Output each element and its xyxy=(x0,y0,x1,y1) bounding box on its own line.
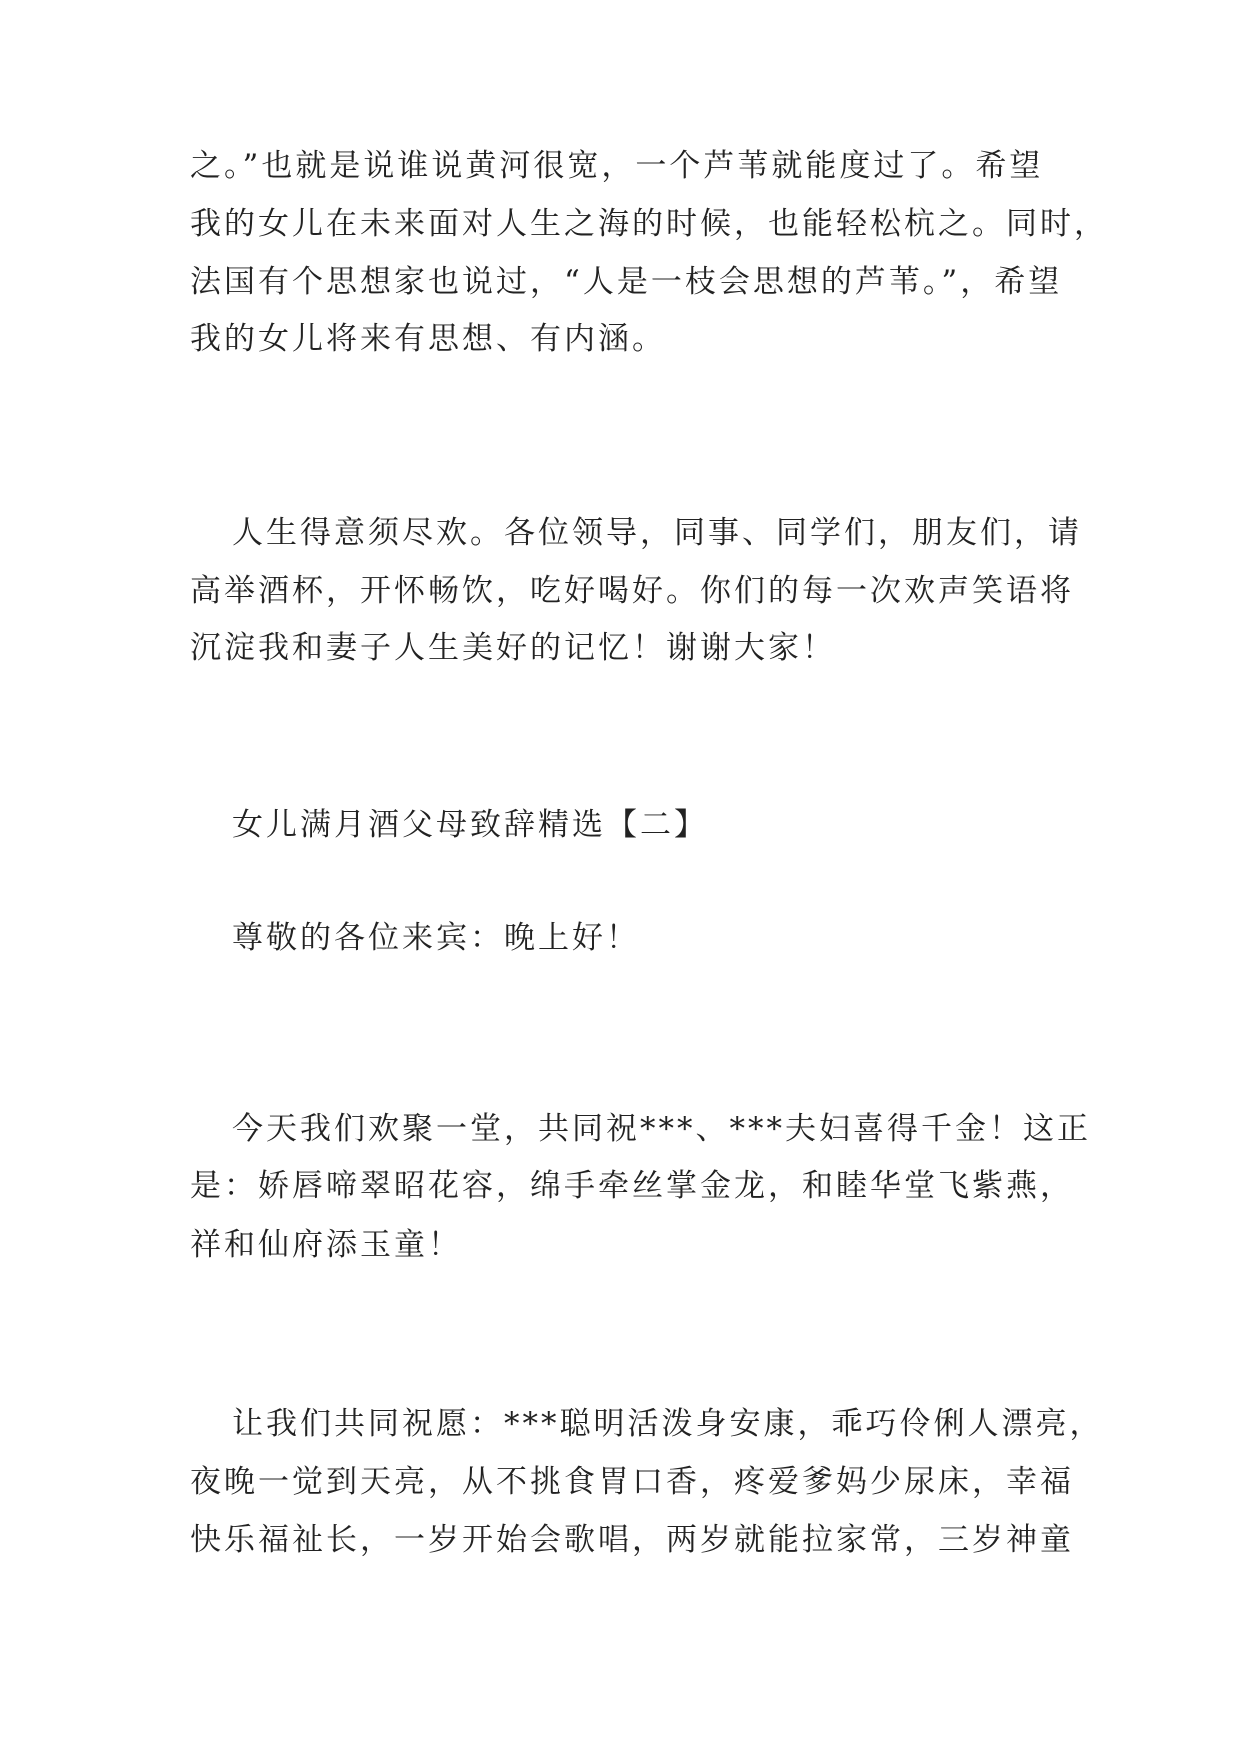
paragraph-4-line-3: 快乐福祉长，一岁开始会歌唱，两岁就能拉家常，三岁神童 xyxy=(190,1522,1074,1558)
paragraph-4-line-2: 夜晚一觉到天亮，从不挑食胃口香，疼爱爹妈少尿床，幸福 xyxy=(190,1464,1074,1500)
paragraph-1-line-4: 我的女儿将来有思想、有内涵。 xyxy=(190,321,666,357)
paragraph-2-line-2: 高举酒杯，开怀畅饮，吃好喝好。你们的每一次欢声笑语将 xyxy=(190,573,1074,609)
paragraph-1-line-3: 法国有个思想家也说过，“人是一枝会思想的芦苇。”，希望 xyxy=(190,264,1063,300)
paragraph-4-line-1: 让我们共同祝愿：***聪明活泼身安康，乖巧伶俐人漂亮， xyxy=(232,1406,1104,1442)
paragraph-1-line-1: 之。”也就是说谁说黄河很宽，一个芦苇就能度过了。希望 xyxy=(190,148,1044,184)
paragraph-2-line-1: 人生得意须尽欢。各位领导，同事、同学们，朋友们，请 xyxy=(232,515,1082,551)
paragraph-3-line-2: 是：娇唇啼翠昭花容，绵手牵丝掌金龙，和睦华堂飞紫燕， xyxy=(190,1168,1074,1204)
paragraph-1-line-2: 我的女儿在未来面对人生之海的时候，也能轻松杭之。同时， xyxy=(190,206,1108,242)
greeting-line: 尊敬的各位来宾：晚上好！ xyxy=(232,920,640,956)
paragraph-3-line-3: 祥和仙府添玉童！ xyxy=(190,1227,462,1263)
paragraph-3-line-1: 今天我们欢聚一堂，共同祝***、***夫妇喜得千金！这正 xyxy=(232,1111,1091,1147)
paragraph-2-line-3: 沉淀我和妻子人生美好的记忆！谢谢大家！ xyxy=(190,630,836,666)
section-heading: 女儿满月酒父母致辞精选【二】 xyxy=(232,807,708,843)
